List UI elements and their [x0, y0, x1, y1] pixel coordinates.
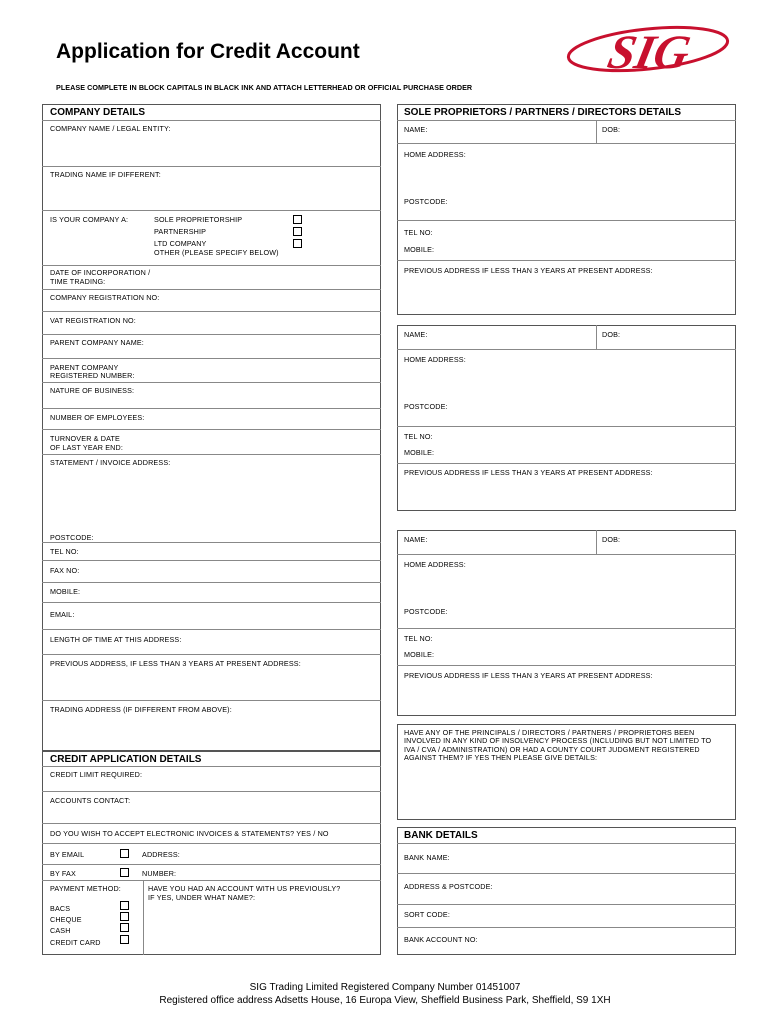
- cheque-checkbox[interactable]: [120, 912, 129, 921]
- proprietor-3-mobile-label: MOBILE:: [404, 650, 435, 659]
- sig-logo: [562, 20, 732, 80]
- parent-company-label: PARENT COMPANY NAME:: [50, 338, 144, 347]
- payment-credit-card: CREDIT CARD: [50, 938, 101, 947]
- postcode-label: POSTCODE:: [50, 533, 94, 542]
- employees-label: NUMBER OF EMPLOYEES:: [50, 413, 145, 422]
- proprietor-2-home-label: HOME ADDRESS:: [404, 355, 466, 364]
- bank-account-label: BANK ACCOUNT NO:: [404, 935, 478, 944]
- proprietor-3-name-label: NAME:: [404, 535, 428, 544]
- proprietor-3-postcode-label: POSTCODE:: [404, 607, 448, 616]
- page-title: Application for Credit Account: [56, 40, 360, 63]
- proprietor-1-tel-label: TEL NO:: [404, 228, 433, 237]
- tel-label: TEL NO:: [50, 547, 79, 556]
- by-fax-checkbox[interactable]: [120, 868, 129, 877]
- previous-account-label: HAVE YOU HAD AN ACCOUNT WITH US PREVIOUSLY?: [148, 884, 341, 893]
- credit-application-heading: CREDIT APPLICATION DETAILS: [50, 754, 202, 765]
- proprietor-3-section: [397, 530, 736, 716]
- vat-label: VAT REGISTRATION NO:: [50, 316, 136, 325]
- statement-address-label: STATEMENT / INVOICE ADDRESS:: [50, 458, 171, 467]
- email-label: EMAIL:: [50, 610, 75, 619]
- incorporation-label: DATE OF INCORPORATION /: [50, 268, 151, 277]
- payment-bacs: BACS: [50, 904, 71, 913]
- proprietor-3-home-label: HOME ADDRESS:: [404, 560, 466, 569]
- footer-registered-office: Registered office address Adsetts House, 16 Europa View, Sheffield Business Park, Sheffield, S9 1XH: [159, 995, 611, 1006]
- type-partnership: PARTNERSHIP: [154, 227, 207, 236]
- electronic-invoices-label: DO YOU WISH TO ACCEPT ELECTRONIC INVOICES & STATEMENTS? YES / NO: [50, 829, 329, 838]
- insolvency-question: HAVE ANY OF THE PRINCIPALS / DIRECTORS / PARTNERS / PROPRIETORS BEEN: [404, 728, 695, 737]
- sole-proprietorship-checkbox[interactable]: [293, 215, 302, 224]
- proprietor-1-prev-label: PREVIOUS ADDRESS IF LESS THAN 3 YEARS AT PRESENT ADDRESS:: [404, 266, 653, 275]
- proprietor-3-dob-label: DOB:: [602, 535, 621, 544]
- proprietor-3-prev-label: PREVIOUS ADDRESS IF LESS THAN 3 YEARS AT PRESENT ADDRESS:: [404, 671, 653, 680]
- type-ltd-company: LTD COMPANY: [154, 239, 207, 248]
- proprietor-2-tel-label: TEL NO:: [404, 432, 433, 441]
- company-type-label: IS YOUR COMPANY A:: [50, 215, 129, 224]
- proprietor-2-name-label: NAME:: [404, 330, 428, 339]
- credit-card-checkbox[interactable]: [120, 935, 129, 944]
- bank-address-label: ADDRESS & POSTCODE:: [404, 882, 493, 891]
- company-details-heading: COMPANY DETAILS: [50, 107, 146, 118]
- parent-reg-label: PARENT COMPANY: [50, 363, 119, 372]
- previous-account-label-2: IF YES, UNDER WHAT NAME?:: [148, 893, 256, 902]
- bacs-checkbox[interactable]: [120, 901, 129, 910]
- proprietor-2-dob-label: DOB:: [602, 330, 621, 339]
- partnership-checkbox[interactable]: [293, 227, 302, 236]
- type-sole-proprietorship: SOLE PROPRIETORSHIP: [154, 215, 243, 224]
- svg-text:SIG: SIG: [603, 26, 695, 79]
- turnover-label: TURNOVER & DATE: [50, 434, 121, 443]
- proprietor-1-name-label: NAME:: [404, 125, 428, 134]
- instructions: PLEASE COMPLETE IN BLOCK CAPITALS IN BLACK INK AND ATTACH LETTERHEAD OR OFFICIAL PURCHASE ORDER: [56, 83, 473, 92]
- insolvency-question-3: IVA / CVA / ADMINISTRATION) OR HAD A COUNTY COURT JUDGMENT REGISTERED: [404, 745, 700, 754]
- accounts-contact-label: ACCOUNTS CONTACT:: [50, 796, 131, 805]
- by-email-label: BY EMAIL: [50, 850, 85, 859]
- credit-application-section: [42, 751, 381, 955]
- previous-address-label: PREVIOUS ADDRESS, IF LESS THAN 3 YEARS AT PRESENT ADDRESS:: [50, 659, 301, 668]
- credit-limit-label: CREDIT LIMIT REQUIRED:: [50, 770, 143, 779]
- proprietor-2-section: [397, 325, 736, 511]
- payment-cheque: CHEQUE: [50, 915, 82, 924]
- insolvency-question-2: INVOLVED IN ANY KIND OF INSOLVENCY PROCESS (INCLUDING BUT NOT LIMITED TO: [404, 736, 712, 745]
- insolvency-question-4: AGAINST THEM? IF YES THEN PLEASE GIVE DETAILS:: [404, 753, 598, 762]
- ltd-company-checkbox[interactable]: [293, 239, 302, 248]
- trading-name-label: TRADING NAME IF DIFFERENT:: [50, 170, 161, 179]
- proprietor-2-postcode-label: POSTCODE:: [404, 402, 448, 411]
- proprietor-2-mobile-label: MOBILE:: [404, 448, 435, 457]
- payment-method-label: PAYMENT METHOD:: [50, 884, 121, 893]
- company-name-label: COMPANY NAME / LEGAL ENTITY:: [50, 124, 171, 133]
- nature-label: NATURE OF BUSINESS:: [50, 386, 135, 395]
- bank-details-heading: BANK DETAILS: [404, 830, 478, 841]
- proprietor-3-tel-label: TEL NO:: [404, 634, 433, 643]
- sort-code-label: SORT CODE:: [404, 910, 450, 919]
- proprietor-1-dob-label: DOB:: [602, 125, 621, 134]
- trading-address-label: TRADING ADDRESS (IF DIFFERENT FROM ABOVE):: [50, 705, 232, 714]
- by-fax-label: BY FAX: [50, 869, 76, 878]
- proprietor-1-home-label: HOME ADDRESS:: [404, 150, 466, 159]
- by-email-checkbox[interactable]: [120, 849, 129, 858]
- fax-number-label: NUMBER:: [142, 869, 177, 878]
- email-address-label: ADDRESS:: [142, 850, 180, 859]
- proprietor-1-section: [397, 104, 736, 315]
- proprietors-heading: SOLE PROPRIETORS / PARTNERS / DIRECTORS DETAILS: [404, 107, 682, 118]
- bank-name-label: BANK NAME:: [404, 853, 450, 862]
- payment-cash: CASH: [50, 926, 71, 935]
- fax-label: FAX NO:: [50, 566, 80, 575]
- company-reg-label: COMPANY REGISTRATION NO:: [50, 293, 160, 302]
- type-other: OTHER (PLEASE SPECIFY BELOW): [154, 248, 279, 257]
- proprietor-1-mobile-label: MOBILE:: [404, 245, 435, 254]
- turnover-label-2: OF LAST YEAR END:: [50, 443, 123, 452]
- footer-company-number: SIG Trading Limited Registered Company Number 01451007: [249, 982, 521, 993]
- proprietor-1-postcode-label: POSTCODE:: [404, 197, 448, 206]
- parent-reg-label-2: REGISTERED NUMBER:: [50, 371, 135, 380]
- incorporation-label-2: TIME TRADING:: [50, 277, 106, 286]
- mobile-label: MOBILE:: [50, 587, 81, 596]
- cash-checkbox[interactable]: [120, 923, 129, 932]
- length-at-address-label: LENGTH OF TIME AT THIS ADDRESS:: [50, 635, 182, 644]
- proprietor-2-prev-label: PREVIOUS ADDRESS IF LESS THAN 3 YEARS AT PRESENT ADDRESS:: [404, 468, 653, 477]
